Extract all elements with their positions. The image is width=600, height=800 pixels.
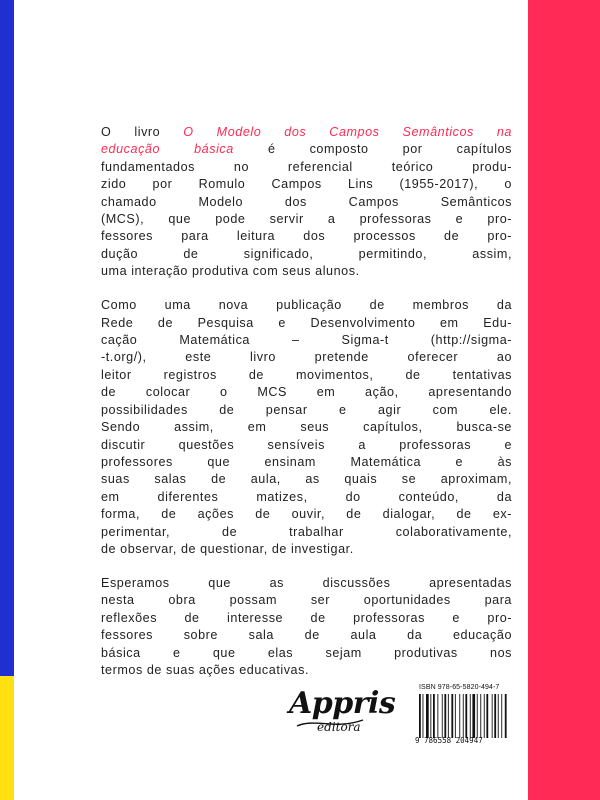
publisher-name: Appris — [289, 686, 396, 721]
barcode-bar — [494, 694, 496, 738]
intro-line: uma interação produtiva com seus alunos. — [101, 264, 360, 279]
barcode-bar — [472, 694, 475, 738]
intro-line-1 — [101, 124, 512, 141]
paragraph-line: possibilidades de pensar e agir com ele. — [101, 402, 512, 417]
barcode-bar — [448, 694, 449, 738]
barcode-bar — [492, 694, 493, 738]
intro-line-2 — [101, 141, 512, 158]
paragraph-line: de colocar o MCS em ação, apresentando — [101, 385, 512, 400]
barcode-bar — [465, 694, 467, 738]
paragraph-line: reflexões de interesse de professoras e pro- — [101, 610, 512, 625]
isbn-label: ISBN 978-65-5820-494-7 — [419, 684, 500, 691]
paragraph-line: Sendo assim, em seus capítulos, busca-se — [101, 420, 512, 435]
paragraph-line: perimentar, de trabalhar colaborativamente, — [101, 524, 512, 539]
barcode-bar — [480, 694, 481, 738]
intro-line: fundamentados no referencial teórico produ- — [101, 159, 512, 174]
barcode-bar — [444, 694, 446, 738]
second-paragraph — [101, 297, 512, 558]
paragraph-line: professores que ensinam Matemática e às — [101, 454, 512, 469]
barcode-bar — [501, 694, 502, 738]
paragraph-line: básica e que elas sejam produtivas nos — [101, 645, 512, 660]
barcode-bar — [451, 694, 453, 738]
paragraph-line: nesta obra possam ser oportunidades para — [101, 593, 512, 608]
barcode-bar — [463, 694, 464, 738]
paragraph-line: termos de suas ações educativas. — [101, 662, 310, 677]
barcode-bar — [426, 694, 429, 738]
barcode-bar — [470, 694, 471, 738]
paragraph-line: leitor registros de movimentos, de tentativas — [101, 367, 512, 382]
intro-suffix: é composto por capítulos — [267, 142, 512, 157]
barcode-bars-icon — [419, 694, 515, 738]
paragraph-line: -t.org/), este livro pretende oferecer ao — [101, 350, 512, 365]
intro-line: fessores para leitura dos processos de pro- — [101, 229, 512, 244]
barcode-bar — [484, 694, 485, 738]
intro-line: dução de significado, permitindo, assim, — [101, 246, 512, 261]
book-title-part1: O Modelo dos Campos Semânticos na — [183, 125, 512, 139]
barcode-bar — [486, 694, 488, 738]
paragraph-line: de observar, de questionar, de investigar. — [101, 541, 354, 556]
intro-paragraph — [101, 124, 512, 281]
book-title-part2: educação básica — [101, 142, 234, 157]
barcode-bar — [419, 694, 421, 738]
intro-line: (MCS), que pode servir a professoras e pro- — [101, 212, 512, 227]
yellow-edge-stripe — [0, 676, 14, 800]
paragraph-line: Esperamos que as discussões apresentadas — [101, 575, 512, 590]
barcode-bar — [437, 694, 438, 738]
paragraph-line: discutir questões sensíveis a professoras e — [101, 437, 512, 452]
third-paragraph — [101, 575, 512, 679]
barcode-bar — [498, 694, 499, 738]
barcode-bar — [477, 694, 478, 738]
barcode-bar — [455, 694, 456, 738]
pink-side-band — [528, 0, 600, 800]
barcode-bar — [459, 694, 460, 738]
paragraph-line: suas salas de aula, as quais se aproximam, — [101, 472, 512, 487]
isbn-digits: 9 786558 204947 — [415, 736, 483, 745]
barcode-bar — [423, 694, 424, 738]
intro-line: zido por Romulo Campos Lins (1955-2017), o — [101, 177, 512, 192]
isbn-barcode — [413, 682, 517, 748]
barcode-bar — [505, 694, 507, 738]
paragraph-line: Como uma nova publicação de membros da — [101, 298, 512, 313]
intro-line: chamado Modelo dos Campos Semânticos — [101, 194, 512, 209]
publisher-logo — [289, 686, 399, 746]
publisher-imprint: editora — [317, 720, 361, 734]
paragraph-line: fessores sobre sala de aula da educação — [101, 628, 512, 643]
barcode-bar — [442, 694, 443, 738]
paragraph-line: cação Matemática – Sigma-t (http://sigma- — [101, 333, 512, 348]
barcode-bar — [430, 694, 431, 738]
paragraph-line: em diferentes matizes, do conteúdo, da — [101, 489, 512, 504]
paragraph-line: Rede de Pesquisa e Desenvolvimento em Edu- — [101, 315, 512, 330]
paragraph-line: forma, de ações de ouvir, de dialogar, de ex- — [101, 507, 512, 522]
intro-prefix: O livro — [101, 125, 161, 139]
back-cover-text — [101, 124, 512, 696]
barcode-bar — [433, 694, 435, 738]
